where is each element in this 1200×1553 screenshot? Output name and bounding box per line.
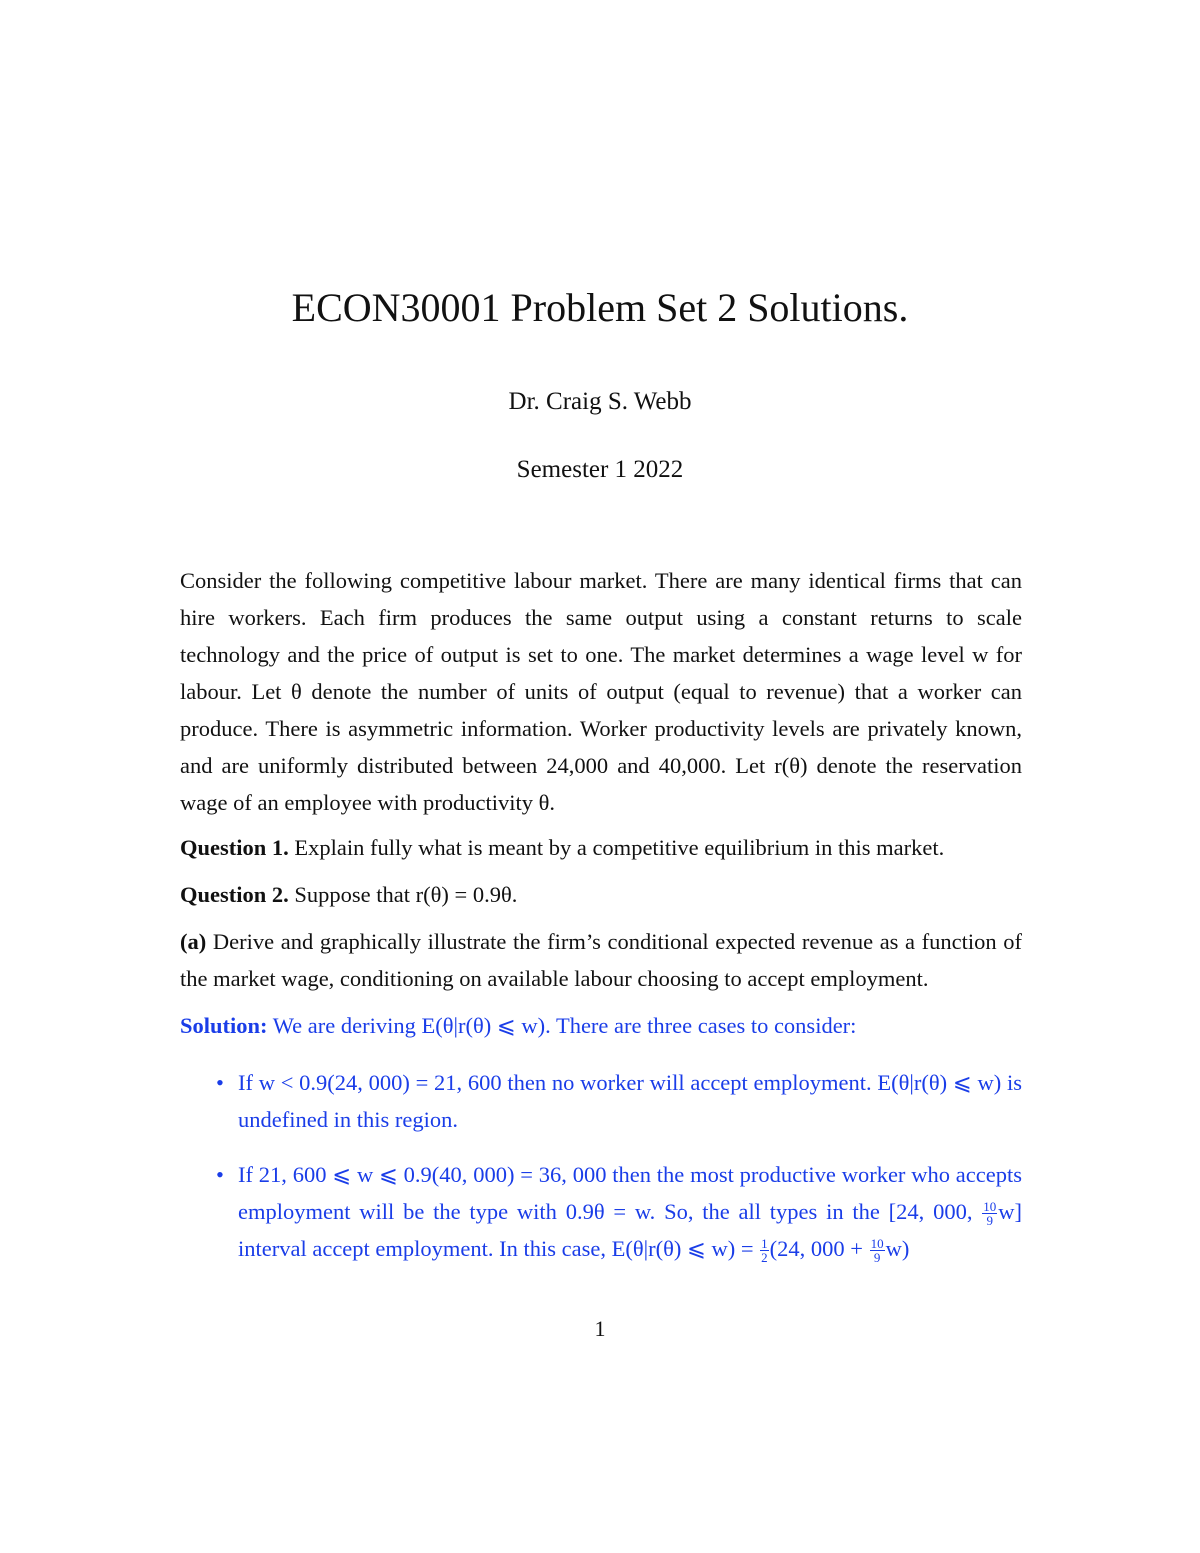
question-1 bbox=[180, 829, 1022, 866]
solution-paragraph bbox=[180, 1007, 1022, 1044]
bullet-icon: • bbox=[216, 1070, 224, 1095]
question-2-text: Suppose that r(θ) = 0.9θ. bbox=[294, 882, 518, 907]
intro-paragraph: Consider the following competitive labour market. There are many identical firms that can hire workers. Each firm produces the same output using a constant returns to scale technology and the price of output is set to one. The market determines a wage level w for labour. Let θ denote the number of units of output (equal to revenue) that a worker can produce. There is asymmetric information. Worker productivity levels are privately known, and are uniformly distributed between 24,000 and 40,000. Let r(θ) denote the reservation wage of an employee with productivity θ. bbox=[180, 568, 1022, 815]
question-2-label: Question 2. bbox=[180, 882, 289, 907]
case-2-text-c: (24, 000 + bbox=[769, 1236, 863, 1261]
solution-cases-list bbox=[180, 1064, 1022, 1267]
part-a bbox=[180, 923, 1022, 997]
part-a-text: Derive and graphically illustrate the firm’s conditional expected revenue as a function of the market wage, conditioning on available labour choosing to accept employment. bbox=[180, 929, 1023, 991]
case-2-text-a: If 21, 600 ⩽ w ⩽ 0.9(40, 000) = 36, 000 then the most productive worker who accepts employment will be the type with 0.9θ = w. So, the all types in the [24, 000, bbox=[238, 1162, 1022, 1224]
author-name: Dr. Craig S. Webb bbox=[508, 388, 692, 415]
question-2 bbox=[180, 876, 1022, 913]
case-item-2 bbox=[216, 1156, 1022, 1267]
part-a-label: (a) bbox=[180, 929, 207, 954]
solution-text: We are deriving E(θ|r(θ) ⩽ w). There are three cases to consider: bbox=[272, 1013, 857, 1038]
question-1-text: Explain fully what is meant by a competitive equilibrium in this market. bbox=[294, 835, 945, 860]
document-date: Semester 1 2022 bbox=[516, 456, 684, 483]
case-2-text-d: w) bbox=[885, 1236, 910, 1261]
question-1-label: Question 1. bbox=[180, 835, 289, 860]
solution-label: Solution: bbox=[180, 1013, 268, 1038]
fraction-ten-ninths-2: $\frac{10}{9}$ bbox=[870, 1236, 884, 1266]
page-number: 1 bbox=[594, 1316, 606, 1341]
case-item-1 bbox=[216, 1064, 1022, 1138]
fraction-one-half: $\frac{1}{2}$ bbox=[761, 1236, 768, 1266]
case-2-text-b: w] interval accept employment. In this case, E(θ|r(θ) ⩽ w) = bbox=[238, 1199, 1022, 1261]
bullet-icon: • bbox=[216, 1162, 224, 1187]
fraction-ten-ninths: $\frac{10}{9}$ bbox=[983, 1199, 997, 1229]
document-title: ECON30001 Problem Set 2 Solutions. bbox=[291, 285, 909, 330]
document-body bbox=[180, 562, 1022, 1285]
case-1-text: If w < 0.9(24, 000) = 21, 600 then no worker will accept employment. E(θ|r(θ) ⩽ w) is undefined in this region. bbox=[238, 1070, 1022, 1132]
